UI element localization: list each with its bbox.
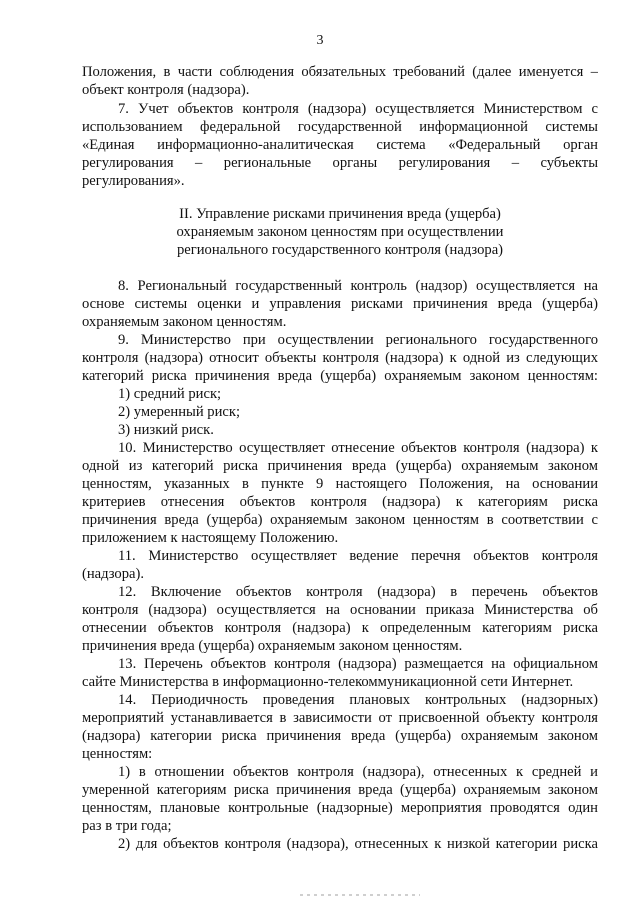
paragraph-line: 14. Периодичность проведения плановых контрольных (надзорных) — [118, 692, 598, 708]
paragraph-line: основе системы оценки и управления рисками причинения вреда (ущерба) — [82, 296, 598, 312]
paragraph-line: 11. Министерство осуществляет ведение перечня объектов контроля — [118, 548, 598, 564]
section-heading: регионального государственного контроля (надзора) — [176, 242, 504, 258]
paragraph-line: регулирования». — [82, 173, 185, 189]
paragraph-line: объект контроля (надзора). — [82, 82, 250, 98]
paragraph-line: ценностям: — [82, 746, 153, 762]
paragraph-line: причинения вреда (ущерба) охраняемым законом ценностям в соответствии с — [82, 512, 598, 528]
paragraph-line: 1) в отношении объектов контроля (надзора), отнесенных к средней и — [118, 764, 598, 780]
paragraph-line: охраняемым законом ценностям. — [82, 314, 287, 330]
paragraph-line: (надзора). — [82, 566, 145, 582]
paragraph-line: 10. Министерство осуществляет отнесение объектов контроля (надзора) к — [118, 440, 598, 456]
page-number: 3 — [316, 33, 324, 48]
list-item: 2) умеренный риск; — [118, 404, 241, 420]
paragraph-line: мероприятий устанавливается в зависимости от присвоенной объекту контроля — [82, 710, 598, 726]
paragraph-line: 8. Региональный государственный контроль (надзор) осуществляется на — [118, 278, 598, 294]
paragraph-line: ценностям, плановые контрольные (надзорные) мероприятия проводятся один — [82, 800, 598, 816]
paragraph-line: сайте Министерства в информационно-телекоммуникационной сети Интернет. — [82, 674, 574, 690]
paragraph-line: приложением к настоящему Положению. — [82, 530, 339, 546]
paragraph-line: 13. Перечень объектов контроля (надзора) размещается на официальном — [118, 656, 598, 672]
paragraph-line: контроля (надзора) осуществляется на основании приказа Министерства об — [82, 602, 598, 618]
paragraph-line: причинения вреда (ущерба) охраняемым законом ценностям. — [82, 638, 463, 654]
paragraph-line: Положения, в части соблюдения обязательных требований (далее именуется – — [82, 64, 598, 80]
paragraph-line: контроля (надзора) относит объекты контроля (надзора) к одной из следующих — [82, 350, 598, 366]
section-heading: охраняемым законом ценностям при осуществлении — [176, 224, 504, 240]
paragraph-line: использованием федеральной государственной информационной системы — [82, 119, 598, 135]
paragraph-line: критериев отнесения объектов контроля (надзора) к категориям риска — [82, 494, 598, 510]
paragraph-line: (надзора) категории риска причинения вреда (ущерба) охраняемым законом — [82, 728, 598, 744]
paragraph-line: 7. Учет объектов контроля (надзора) осуществляется Министерством с — [118, 101, 598, 117]
paragraph-line: 12. Включение объектов контроля (надзора) в перечень объектов — [118, 584, 598, 600]
paragraph-line: 2) для объектов контроля (надзора), отнесенных к низкой категории риска — [118, 836, 598, 852]
paragraph-line: раз в три года; — [82, 818, 172, 834]
section-heading: II. Управление рисками причинения вреда (ущерба) — [179, 206, 501, 222]
paragraph-line: «Единая информационно-аналитическая система «Федеральный орган — [82, 137, 598, 153]
paragraph-line: одной из категорий риска причинения вреда (ущерба) охраняемым законом — [82, 458, 598, 474]
list-item: 1) средний риск; — [118, 386, 222, 402]
paragraph-line: 9. Министерство при осуществлении регионального государственного — [118, 332, 598, 348]
scan-artifact — [300, 894, 420, 896]
paragraph-line: ценностям, указанных в пункте 9 настоящего Положения, на основании — [82, 476, 598, 492]
paragraph-line: умеренной категориям риска причинения вреда (ущерба) охраняемым законом — [82, 782, 598, 798]
paragraph-line: отнесении объектов контроля (надзора) к определенным категориям риска — [82, 620, 598, 636]
list-item: 3) низкий риск. — [118, 422, 214, 438]
paragraph-line: регулирования – региональные органы регулирования – субъекты — [82, 155, 598, 171]
paragraph-line: категорий риска причинения вреда (ущерба) охраняемым законом ценностям: — [82, 368, 598, 384]
